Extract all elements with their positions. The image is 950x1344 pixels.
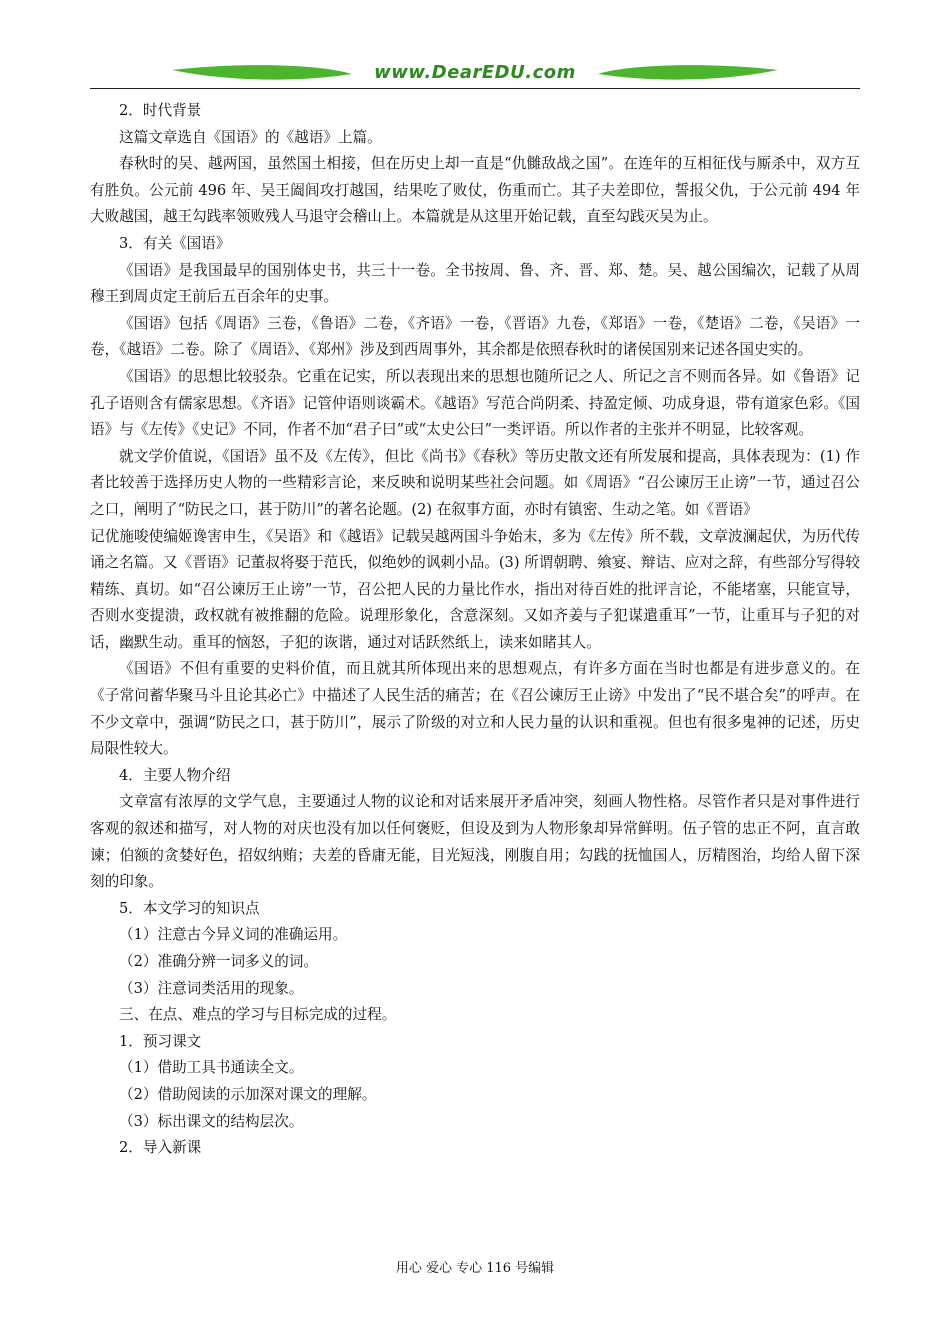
paragraph: 《国语》的思想比较驳杂。它重在记实，所以表现出来的思想也随所记之人、所记之言不则而各异。如《鲁语》记孔子语则含有儒家思想。《齐语》记管仲语则谈霸术。《越语》写范合尚阴柔、持盈定倾、功成身退，带有道家色彩。《国语》与《左传》《史记》不同，作者不加“君子曰”或“太史公曰”一类评语。所以作者的主张并不明显，比较客观。 [90, 367, 860, 439]
paragraph: （1）注意古今异义词的准确运用。 [119, 926, 348, 944]
paragraph: 《国语》包括《周语》三卷，《鲁语》二卷，《齐语》一卷，《晋语》九卷，《郑语》一卷，《楚语》二卷，《吴语》一卷，《越语》二卷。除了《周语》、《郑州》涉及到西周事外，其余都是依照春秋时的诸侯国别来记述各国史实的。 [90, 314, 860, 359]
paragraph: 记优施唆使编姬谗害申生，《吴语》和《越语》记载吴越两国斗争始末，多为《左传》所不载，文章波澜起伏，为历代传诵之名篇。又《晋语》记董叔将娶于范氏，似绝妙的讽刺小品。(3) 所谓朝聘、飨宴、辩诘、应对之辞，有些部分写得较精练、真切。如“召公谏厉王止谤”一节，召公把人民的力量比作水，指出对待百姓的批评言论，不能堵塞，只能宣导，否则水变提溃，政权就有被推翻的危险。说理形象化，含意深刻。又如齐姜与子犯谋遣重耳”一节，让重耳与子犯的对话，幽默生动。重耳的恼怒，子犯的诙谐，通过对话跃然纸上，读来如睹其人。 [90, 527, 860, 651]
paragraph: 这篇文章选自《国语》的《越语》上篇。 [119, 128, 382, 146]
paragraph: （3）注意词类活用的现象。 [119, 979, 304, 997]
site-logo: www.DearEDU.com [374, 62, 576, 83]
paragraph: （2）借助阅读的示加深对课文的理解。 [119, 1085, 377, 1103]
paragraph: 1．预习课文 [119, 1032, 202, 1050]
paragraph: 4．主要人物介绍 [119, 766, 231, 784]
paragraph: 2．时代背景 [119, 102, 202, 119]
paragraph: （2）准确分辨一词多义的词。 [119, 953, 319, 970]
paragraph: 《国语》不但有重要的史料价值，而且就其所体现出来的思想观点，有许多方面在当时也都是有进步意义的。在《子常问蓄华聚马斗且论其必亡》中描述了人民生活的痛苦；在《召公谏厉王止谤》中发出了“民不堪合矣”的呼声。在不少文章中，强调“防民之口，甚于防川”，展示了阶级的对立和人民力量的认识和重视。但也有很多鬼神的记述，历史局限性较大。 [90, 660, 860, 758]
paragraph: （3）标出课文的结构层次。 [119, 1112, 304, 1130]
page-footer: 用心 爱心 专心 116 号编辑 [395, 1261, 555, 1276]
paragraph: 就文学价值说，《国语》虽不及《左传》，但比《尚书》《春秋》等历史散文还有所发展和提高，具体表现为：(1) 作者比较善于选择历史人物的一些精彩言论，来反映和说明某些社会问题。如《周语》“召公谏厉王止谤”一节，通过召公之口，阐明了“防民之口，甚于防川”的著名论题。(2) 在叙事方面，亦时有镇密、生动之笔。如《晋语》 [90, 447, 860, 518]
document-body [90, 98, 860, 1162]
paragraph: 三、在点、难点的学习与目标完成的过程。 [119, 1006, 397, 1024]
paragraph: 5．本文学习的知识点 [119, 899, 260, 917]
page-header [90, 58, 860, 92]
paragraph: 文章富有浓厚的文学气息，主要通过人物的议论和对话来展开矛盾冲突，刻画人物性格。尽管作者只是对事件进行客观的叙述和描写，对人物的对庆也没有加以任何褒贬，但设及到为人物形象却异常鲜明。伍子管的忠正不阿，直言敢谏；伯额的贪婪好色，招奴纳贿；夫差的昏庸无能，目光短浅，刚腹自用；勾践的抚恤国人，厉精图治，均给人留下深刻的印象。 [90, 793, 860, 891]
paragraph: 春秋时的吴、越两国，虽然国土相接，但在历史上却一直是“仇雠敌战之国”。在连年的互相征伐与厮杀中，双方互有胜负。公元前 496 年、吴王阖闾攻打越国，结果吃了败仗，伤重而亡。其子夫差即位，誓报父仇，于公元前 494 年大败越国，越王勾践率领败残人马退守会稽山上。本篇就是从这里开始记载，直至勾践灭吴为止。 [90, 155, 860, 226]
header-rule [90, 88, 860, 89]
paragraph: 《国语》是我国最早的国别体史书，共三十一卷。全书按周、鲁、齐、晋、郑、楚。吴、越公国编次，记载了从周穆王到周贞定王前后五百余年的史事。 [90, 261, 860, 306]
paragraph: 3．有关《国语》 [119, 234, 231, 252]
paragraph: （1）借助工具书通读全文。 [119, 1059, 304, 1077]
paragraph: 2．导入新课 [119, 1139, 202, 1157]
